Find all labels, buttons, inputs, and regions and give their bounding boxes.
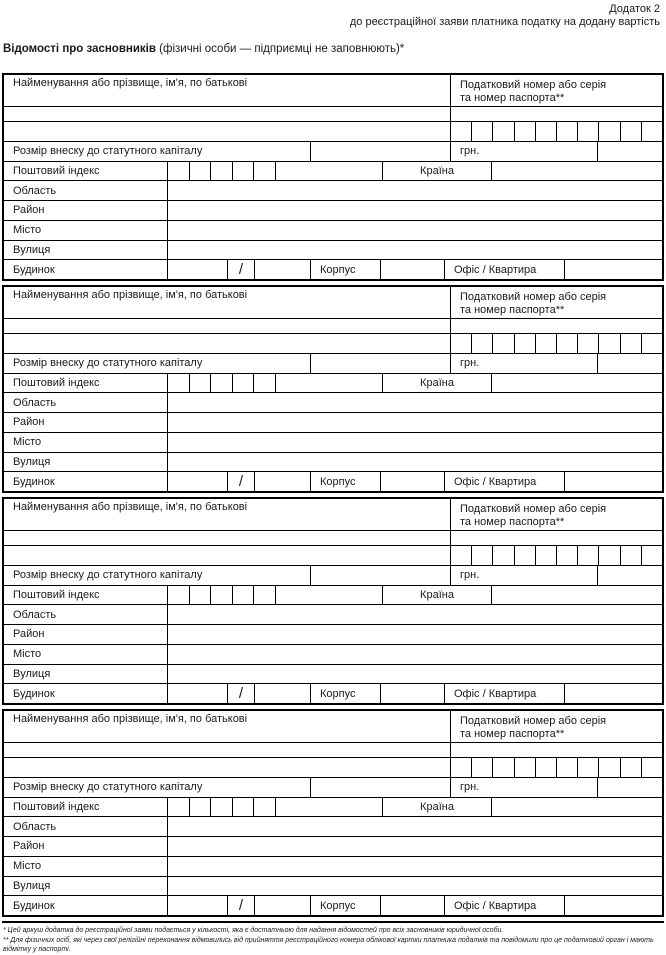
- postal-code-box[interactable]: [210, 586, 232, 605]
- postal-code-box[interactable]: [189, 798, 211, 817]
- postal-label: Поштовий індекс: [13, 588, 100, 601]
- street-input-cell[interactable]: [167, 453, 662, 472]
- tax-number-box[interactable]: [598, 334, 619, 353]
- tax-boxes-row: [4, 545, 662, 565]
- tax-label-line2: та номер паспорта**: [460, 304, 565, 316]
- city-label: Місто: [13, 436, 42, 449]
- tax-number-box[interactable]: [535, 334, 556, 353]
- postal-label: Поштовий індекс: [13, 800, 100, 813]
- city-row: [4, 644, 662, 664]
- district-row: [4, 624, 662, 644]
- office-label: Офіс / Квартира: [444, 260, 564, 279]
- country-label: Країна: [382, 586, 491, 605]
- tax-label-cell: [450, 287, 662, 318]
- tax-number-box[interactable]: [641, 334, 662, 353]
- postal-code-box[interactable]: [189, 374, 211, 393]
- contribution-row: [4, 353, 662, 373]
- postal-extra-cell[interactable]: [275, 586, 382, 605]
- city-input-cell[interactable]: [167, 857, 662, 876]
- city-input-cell[interactable]: [167, 645, 662, 664]
- form-title-bold: Відомості про засновників: [3, 43, 156, 55]
- tax-number-box[interactable]: [641, 122, 662, 141]
- tax-number-box[interactable]: [471, 122, 492, 141]
- office-label: Офіс / Квартира: [444, 472, 564, 491]
- building-number-cell-2[interactable]: [254, 260, 310, 279]
- tax-number-box[interactable]: [641, 546, 662, 565]
- tax-number-box[interactable]: [535, 122, 556, 141]
- postal-code-box[interactable]: [168, 586, 189, 605]
- country-label: Країна: [382, 374, 491, 393]
- postal-row: [4, 373, 662, 393]
- postal-code-boxes: [167, 586, 275, 605]
- tax-number-box[interactable]: [492, 758, 513, 777]
- tax-number-box[interactable]: [641, 758, 662, 777]
- postal-code-boxes: [167, 162, 275, 181]
- currency-label: грн.: [450, 566, 597, 585]
- postal-code-box[interactable]: [210, 374, 232, 393]
- tax-number-box[interactable]: [620, 546, 641, 565]
- corpus-label: Корпус: [310, 472, 380, 491]
- tax-number-box[interactable]: [471, 334, 492, 353]
- tax-label-line2: та номер паспорта**: [460, 92, 565, 104]
- corpus-input-cell[interactable]: [380, 472, 444, 491]
- district-input-cell[interactable]: [167, 837, 662, 856]
- postal-code-box[interactable]: [168, 798, 189, 817]
- contribution-label: Розмір внеску до статутного капіталу: [13, 145, 203, 158]
- building-row: [4, 259, 662, 279]
- postal-code-box[interactable]: [189, 586, 211, 605]
- tax-input-cell[interactable]: [450, 531, 662, 545]
- contribution-row: [4, 565, 662, 585]
- city-row: [4, 856, 662, 876]
- currency-extra-cell[interactable]: [597, 778, 662, 797]
- name-input-row: [4, 106, 662, 121]
- tax-number-box[interactable]: [577, 122, 598, 141]
- name-input-row: [4, 742, 662, 757]
- tax-number-box[interactable]: [514, 758, 535, 777]
- district-input-cell[interactable]: [167, 413, 662, 432]
- street-label: Вулиця: [13, 455, 51, 468]
- country-input-cell[interactable]: [491, 798, 662, 817]
- name-input-cell[interactable]: [4, 531, 450, 545]
- building-number-cell[interactable]: [167, 260, 227, 279]
- postal-code-box[interactable]: [253, 374, 275, 393]
- tax-number-box[interactable]: [471, 546, 492, 565]
- name-header-row: [4, 711, 662, 742]
- tax-number-box[interactable]: [451, 122, 471, 141]
- postal-code-box[interactable]: [232, 162, 254, 181]
- tax-number-box[interactable]: [556, 122, 577, 141]
- street-label: Вулиця: [13, 667, 51, 680]
- tax-input-cell[interactable]: [450, 107, 662, 121]
- tax-number-box[interactable]: [492, 546, 513, 565]
- tax-label-line2: та номер паспорта**: [460, 728, 565, 740]
- tax-number-box[interactable]: [620, 758, 641, 777]
- corpus-label: Корпус: [310, 260, 380, 279]
- contribution-input-cell[interactable]: [310, 566, 450, 585]
- postal-row: [4, 161, 662, 181]
- postal-code-box[interactable]: [232, 374, 254, 393]
- region-input-cell[interactable]: [167, 181, 662, 200]
- city-input-cell[interactable]: [167, 433, 662, 452]
- name-input-cell-2[interactable]: [4, 758, 450, 777]
- building-slash: /: [227, 472, 254, 491]
- currency-extra-cell[interactable]: [597, 566, 662, 585]
- name-input-cell-2[interactable]: [4, 122, 450, 141]
- tax-number-box[interactable]: [577, 334, 598, 353]
- tax-number-boxes: [450, 546, 662, 565]
- tax-number-box[interactable]: [514, 334, 535, 353]
- tax-boxes-row: [4, 121, 662, 141]
- building-number-cell[interactable]: [167, 472, 227, 491]
- postal-row: [4, 797, 662, 817]
- region-label: Область: [13, 184, 57, 197]
- tax-label-line1: Податковий номер або серія: [460, 715, 607, 727]
- postal-code-boxes: [167, 798, 275, 817]
- tax-number-boxes: [450, 334, 662, 353]
- tax-number-box[interactable]: [471, 758, 492, 777]
- building-row: [4, 471, 662, 491]
- street-input-cell[interactable]: [167, 665, 662, 684]
- tax-number-box[interactable]: [556, 758, 577, 777]
- district-input-cell[interactable]: [167, 201, 662, 220]
- country-label: Країна: [382, 798, 491, 817]
- contribution-input-cell[interactable]: [310, 142, 450, 161]
- tax-number-boxes: [450, 122, 662, 141]
- postal-code-box[interactable]: [168, 162, 189, 181]
- building-number-cell[interactable]: [167, 684, 227, 703]
- founder-block: [2, 497, 664, 705]
- district-label: Район: [13, 628, 45, 641]
- currency-extra-cell[interactable]: [597, 142, 662, 161]
- tax-number-box[interactable]: [598, 546, 619, 565]
- name-header-row: [4, 75, 662, 106]
- tax-number-box[interactable]: [492, 334, 513, 353]
- country-input-cell[interactable]: [491, 586, 662, 605]
- tax-input-cell[interactable]: [450, 319, 662, 333]
- founder-block: [2, 709, 664, 917]
- name-label-cell: Найменування або прізвище, ім'я, по батькові: [13, 713, 248, 725]
- region-input-cell[interactable]: [167, 817, 662, 836]
- tax-number-box[interactable]: [535, 546, 556, 565]
- tax-number-box[interactable]: [598, 122, 619, 141]
- doc-header: [2, 3, 664, 29]
- building-row: [4, 683, 662, 703]
- corpus-input-cell[interactable]: [380, 896, 444, 915]
- tax-input-cell[interactable]: [450, 743, 662, 757]
- street-row: [4, 876, 662, 896]
- postal-code-boxes: [167, 374, 275, 393]
- currency-extra-cell[interactable]: [597, 354, 662, 373]
- tax-label-line1: Податковий номер або серія: [460, 503, 607, 515]
- country-label: Країна: [382, 162, 491, 181]
- district-input-cell[interactable]: [167, 625, 662, 644]
- founder-block: [2, 73, 664, 281]
- form-title: [3, 43, 664, 56]
- contribution-row: [4, 777, 662, 797]
- tax-label-line1: Податковий номер або серія: [460, 291, 607, 303]
- building-slash: /: [227, 896, 254, 915]
- city-label: Місто: [13, 224, 42, 237]
- office-label: Офіс / Квартира: [444, 896, 564, 915]
- name-label-cell: Найменування або прізвище, ім'я, по батькові: [13, 289, 248, 301]
- region-row: [4, 816, 662, 836]
- currency-label: грн.: [450, 142, 597, 161]
- tax-boxes-row: [4, 757, 662, 777]
- street-input-cell[interactable]: [167, 241, 662, 260]
- city-label: Місто: [13, 648, 42, 661]
- currency-label: грн.: [450, 354, 597, 373]
- street-label: Вулиця: [13, 879, 51, 892]
- country-input-cell[interactable]: [491, 374, 662, 393]
- name-header-row: [4, 287, 662, 318]
- building-number-cell-2[interactable]: [254, 472, 310, 491]
- office-input-cell[interactable]: [564, 684, 662, 703]
- corpus-label: Корпус: [310, 896, 380, 915]
- postal-label: Поштовий індекс: [13, 376, 100, 389]
- tax-number-box[interactable]: [556, 546, 577, 565]
- building-slash: /: [227, 684, 254, 703]
- postal-code-box[interactable]: [253, 586, 275, 605]
- footnote-2: ** Для фізичних осіб, які через свої релігійні переконання відмовились від прийняття реєстраційного номера облікової картки платника податків та повідомили про це податковий орган і мають відмітку у паспорті.: [3, 936, 654, 953]
- tax-number-box[interactable]: [577, 758, 598, 777]
- postal-code-box[interactable]: [210, 798, 232, 817]
- city-row: [4, 432, 662, 452]
- postal-code-box[interactable]: [232, 586, 254, 605]
- contribution-row: [4, 141, 662, 161]
- contribution-label: Розмір внеску до статутного капіталу: [13, 569, 203, 582]
- office-label: Офіс / Квартира: [444, 684, 564, 703]
- tax-number-box[interactable]: [620, 122, 641, 141]
- postal-extra-cell[interactable]: [275, 162, 382, 181]
- building-label: Будинок: [13, 475, 55, 488]
- building-label: Будинок: [13, 687, 55, 700]
- street-label: Вулиця: [13, 243, 51, 256]
- office-input-cell[interactable]: [564, 896, 662, 915]
- tax-label-cell: [450, 711, 662, 742]
- district-label: Район: [13, 204, 45, 217]
- tax-label-cell: [450, 499, 662, 530]
- name-header-row: [4, 499, 662, 530]
- name-label-cell: Найменування або прізвище, ім'я, по батькові: [13, 77, 248, 89]
- founder-block: [2, 285, 664, 493]
- building-slash: /: [227, 260, 254, 279]
- name-input-cell[interactable]: [4, 319, 450, 333]
- tax-number-box[interactable]: [451, 758, 471, 777]
- building-number-cell-2[interactable]: [254, 896, 310, 915]
- postal-code-box[interactable]: [253, 798, 275, 817]
- building-row: [4, 895, 662, 915]
- contribution-input-cell[interactable]: [310, 778, 450, 797]
- region-row: [4, 180, 662, 200]
- postal-code-box[interactable]: [189, 162, 211, 181]
- appendix-subtitle: до реєстраційної заяви платника податку на додану вартість: [349, 16, 660, 28]
- form-title-note: (фізичні особи — підприємці не заповнюють)*: [155, 43, 405, 55]
- tax-number-box[interactable]: [577, 546, 598, 565]
- postal-label: Поштовий індекс: [13, 164, 100, 177]
- tax-label-line1: Податковий номер або серія: [460, 79, 607, 91]
- building-label: Будинок: [13, 263, 55, 276]
- district-row: [4, 836, 662, 856]
- street-row: [4, 452, 662, 472]
- name-input-cell[interactable]: [4, 107, 450, 121]
- tax-label-cell: [450, 75, 662, 106]
- postal-extra-cell[interactable]: [275, 798, 382, 817]
- street-row: [4, 664, 662, 684]
- tax-number-box[interactable]: [514, 546, 535, 565]
- postal-code-box[interactable]: [232, 798, 254, 817]
- founder-blocks: [2, 73, 664, 917]
- tax-number-box[interactable]: [620, 334, 641, 353]
- country-input-cell[interactable]: [491, 162, 662, 181]
- tax-number-box[interactable]: [451, 334, 471, 353]
- corpus-input-cell[interactable]: [380, 260, 444, 279]
- region-label: Область: [13, 608, 57, 621]
- postal-row: [4, 585, 662, 605]
- tax-number-box[interactable]: [451, 546, 471, 565]
- postal-code-box[interactable]: [210, 162, 232, 181]
- name-input-cell[interactable]: [4, 743, 450, 757]
- name-label-cell: Найменування або прізвище, ім'я, по батькові: [13, 501, 248, 513]
- street-input-cell[interactable]: [167, 877, 662, 896]
- tax-boxes-row: [4, 333, 662, 353]
- tax-number-box[interactable]: [514, 122, 535, 141]
- district-label: Район: [13, 840, 45, 853]
- street-row: [4, 240, 662, 260]
- district-label: Район: [13, 416, 45, 429]
- postal-code-box[interactable]: [168, 374, 189, 393]
- building-number-cell[interactable]: [167, 896, 227, 915]
- corpus-input-cell[interactable]: [380, 684, 444, 703]
- name-input-row: [4, 530, 662, 545]
- building-number-cell-2[interactable]: [254, 684, 310, 703]
- tax-number-box[interactable]: [556, 334, 577, 353]
- contribution-label: Розмір внеску до статутного капіталу: [13, 781, 203, 794]
- name-input-cell-2[interactable]: [4, 546, 450, 565]
- name-input-row: [4, 318, 662, 333]
- tax-number-box[interactable]: [598, 758, 619, 777]
- region-input-cell[interactable]: [167, 605, 662, 624]
- region-row: [4, 604, 662, 624]
- region-label: Область: [13, 396, 57, 409]
- office-input-cell[interactable]: [564, 260, 662, 279]
- currency-label: грн.: [450, 778, 597, 797]
- name-input-cell-2[interactable]: [4, 334, 450, 353]
- corpus-label: Корпус: [310, 684, 380, 703]
- district-row: [4, 200, 662, 220]
- building-label: Будинок: [13, 899, 55, 912]
- region-label: Область: [13, 820, 57, 833]
- tax-number-box[interactable]: [492, 122, 513, 141]
- footnotes: [2, 923, 664, 955]
- region-row: [4, 392, 662, 412]
- tax-label-line2: та номер паспорта**: [460, 516, 565, 528]
- tax-number-box[interactable]: [535, 758, 556, 777]
- footnote-1: * Цей аркуш додатка до реєстраційної заяви подається у кількості, яка є достатньою для надання відомостей про всіх засновників юридичної особи.: [3, 927, 504, 934]
- contribution-label: Розмір внеску до статутного капіталу: [13, 357, 203, 370]
- city-input-cell[interactable]: [167, 221, 662, 240]
- city-label: Місто: [13, 860, 42, 873]
- contribution-input-cell[interactable]: [310, 354, 450, 373]
- tax-number-boxes: [450, 758, 662, 777]
- postal-code-box[interactable]: [253, 162, 275, 181]
- office-input-cell[interactable]: [564, 472, 662, 491]
- region-input-cell[interactable]: [167, 393, 662, 412]
- district-row: [4, 412, 662, 432]
- postal-extra-cell[interactable]: [275, 374, 382, 393]
- city-row: [4, 220, 662, 240]
- appendix-number: Додаток 2: [609, 3, 660, 15]
